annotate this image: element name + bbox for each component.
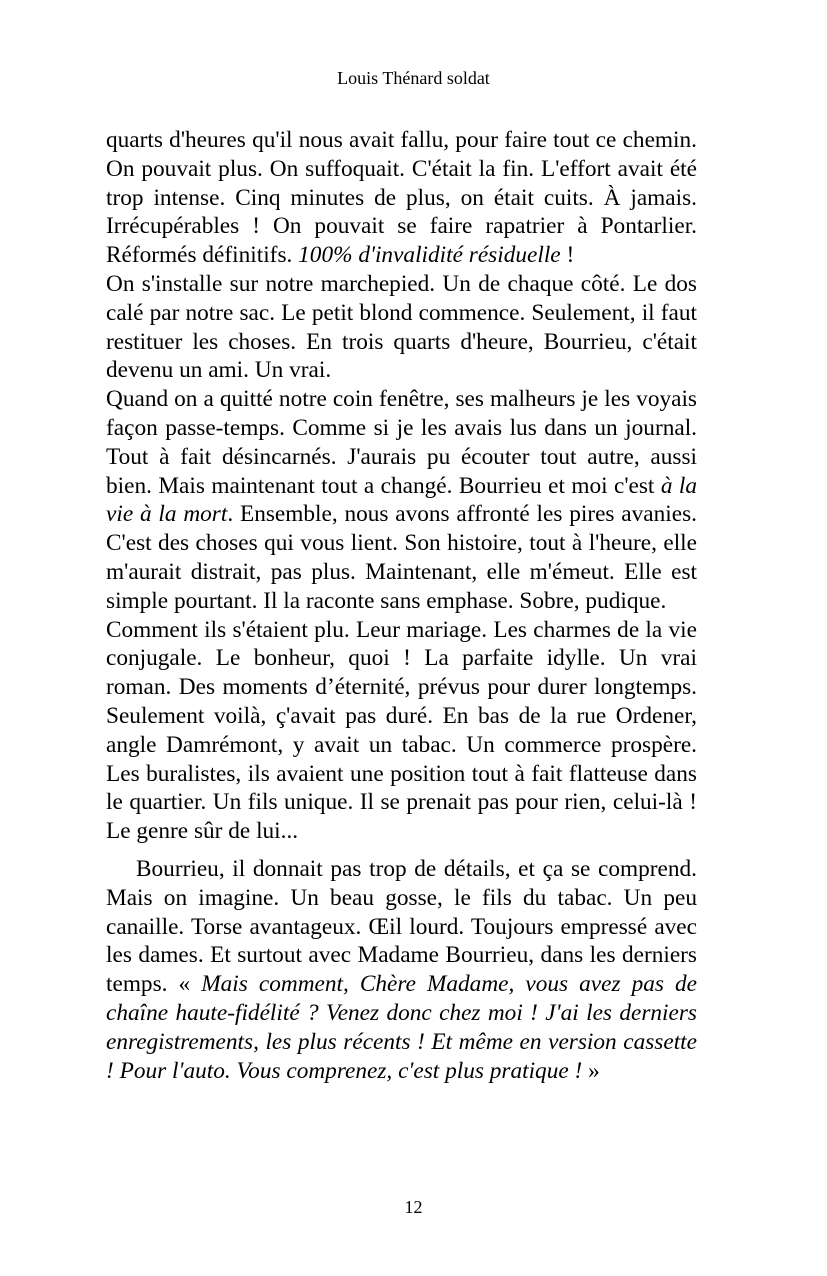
paragraph-1 xyxy=(106,126,697,270)
paragraph-1-end: ! xyxy=(560,242,575,269)
paragraph-3-end: . Ensemble, nous avons affronté les pires avanies. C'est des choses qui vous lient. Son histoire, tout à l'heure, elle m'aurait distrait, pas plus. Maintenant, elle m'émeut. Elle est simple pourtant. Il la raconte sans emphase. Sobre, pudique. xyxy=(106,501,697,614)
paragraph-4: Comment ils s'étaient plu. Leur mariage. Les charmes de la vie conjugale. Le bonheur, quoi ! La parfaite idylle. Un vrai roman. Des moments d’éternité, prévus pour durer longtemps. Seulement voilà, ç'avait pas duré. En bas de la rue Ordener, angle Damrémont, y avait un tabac. Un commerce prospère. Les buralistes, ils avaient une position tout à fait flatteuse dans le quartier. Un fils unique. Il se prenait pas pour rien, celui-là ! Le genre sûr de lui... xyxy=(106,616,697,845)
running-title: Louis Thénard soldat xyxy=(337,68,490,88)
paragraph-5-italic: Mais comment, Chère Madame, vous avez pas de chaîne haute-fidélité ? Venez donc chez moi ! J'ai les derniers enregistrements, les plus récents ! Et même en version cassette ! Pour l'auto. Vous comprenez, c'est plus pratique ! xyxy=(106,971,697,1084)
paragraph-5 xyxy=(106,855,697,1085)
paragraph-1-text: quarts d'heures qu'il nous avait fallu, pour faire tout ce chemin. On pouvait plus. On suffoquait. C'était la fin. L'effort avait été trop intense. Cinq minutes de plus, on était cuits. À jamais. Irrécupérables ! On pouvait se faire rapatrier à Pontarlier. Réformés définitifs. xyxy=(106,127,697,269)
paragraph-2: On s'installe sur notre marchepied. Un de chaque côté. Le dos calé par notre sac. Le petit blond commence. Seulement, il faut restituer les choses. En trois quarts d'heure, Bourrieu, c'était devenu un ami. Un vrai. xyxy=(106,270,697,384)
paragraph-3 xyxy=(106,385,697,615)
paragraph-3-text: Quand on a quitté notre coin fenêtre, ses malheurs je les voyais façon passe-temps. Comme si je les avais lus dans un journal. Tout à fait désincarnés. J'aurais pu écouter tout autre, aussi bien. Mais maintenant tout a changé. Bourrieu et moi c'est xyxy=(106,386,697,499)
page-number: 12 xyxy=(404,1197,423,1217)
page-body xyxy=(106,126,697,1085)
paragraph-5-end: » xyxy=(582,1057,600,1084)
paragraph-3-italic: à la vie à la mort xyxy=(106,472,698,528)
paragraph-5-text: Bourrieu, il donnait pas trop de détails, et ça se comprend. Mais on imagine. Un beau gosse, le fils du tabac. Un peu canaille. Torse avantageux. Œil lourd. Toujours empressé avec les dames. Et surtout avec Madame Bourrieu, dans les derniers temps. « xyxy=(106,855,697,998)
paragraph-1-italic: 100% d'invalidité résiduelle xyxy=(298,242,561,269)
